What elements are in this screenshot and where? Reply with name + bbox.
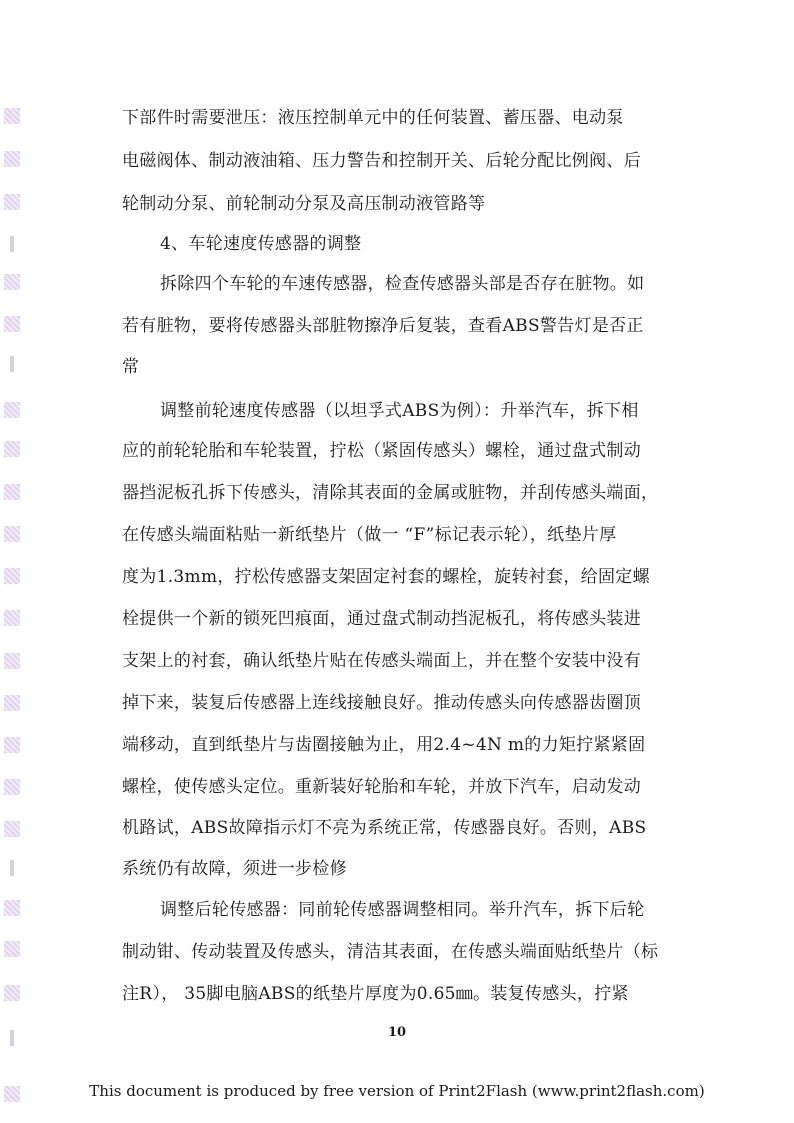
scan-mark: [10, 356, 14, 372]
text-line: 常: [122, 357, 140, 377]
scan-mark: [4, 985, 20, 1001]
scan-mark: [4, 194, 20, 210]
text-line: 制动钳、传动装置及传感头，清洁其表面，在传感头端面贴纸垫片（标: [122, 942, 659, 962]
scan-mark: [4, 610, 20, 626]
scan-mark: [4, 108, 20, 124]
scan-mark: [4, 737, 20, 753]
text-line: 在传感头端面粘贴一新纸垫片（做一 “F”标记表示轮），纸垫片厚: [122, 525, 617, 545]
text-line: 电磁阀体、制动液油箱、压力警告和控制开关、后轮分配比例阀、后: [122, 151, 641, 171]
text-line: 机路试，ABS故障指示灯不亮为系统正常，传感器良好。否则，ABS: [122, 818, 647, 838]
text-line: 注R）， 35脚电脑ABS的纸垫片厚度为0.65㎜。装复传感头，拧紧: [122, 984, 629, 1004]
text-line: 度为1.3mm，拧松传感器支架固定衬套的螺栓，旋转衬套，给固定螺: [122, 567, 650, 587]
text-line: 应的前轮轮胎和车轮装置，拧松（紧固传感头）螺栓，通过盘式制动: [122, 441, 641, 461]
scan-mark: [4, 821, 20, 837]
scan-mark: [4, 695, 20, 711]
scan-mark: [4, 653, 20, 669]
text-line: 螺栓，使传感头定位。重新装好轮胎和车轮，并放下汽车，启动发动: [122, 777, 641, 797]
section-heading: 4、车轮速度传感器的调整: [160, 234, 362, 254]
scan-mark: [4, 274, 20, 290]
scan-mark: [4, 941, 20, 957]
scan-mark: [4, 526, 20, 542]
scan-mark: [4, 316, 20, 332]
text-line: 系统仍有故障，须进一步检修: [122, 859, 347, 879]
scan-mark: [10, 236, 14, 252]
text-line: 栓提供一个新的锁死凹痕面，通过盘式制动挡泥板孔，将传感头装进: [122, 609, 641, 629]
scan-mark: [4, 484, 20, 500]
footer-watermark: This document is produced by free version of Print2Flash (www.print2flash.com): [89, 1082, 705, 1100]
scan-mark: [4, 441, 20, 457]
scan-mark: [4, 568, 20, 584]
text-line: 拆除四个车轮的车速传感器，检查传感器头部是否存在脏物。如: [160, 274, 645, 294]
scan-mark: [4, 900, 20, 916]
scan-mark: [4, 779, 20, 795]
text-line: 器挡泥板孔拆下传感头，清除其表面的金属或脏物，并刮传感头端面，: [122, 483, 659, 503]
text-line: 支架上的衬套，确认纸垫片贴在传感头端面上，并在整个安装中没有: [122, 651, 641, 671]
margin-scan-marks: [4, 0, 22, 1123]
text-line: 调整后轮传感器：同前轮传感器调整相同。举升汽车，拆下后轮: [160, 900, 645, 920]
page-number: 10: [387, 1025, 407, 1040]
scan-mark: [4, 402, 20, 418]
text-line: 若有脏物，要将传感器头部脏物擦净后复装，查看ABS警告灯是否正: [122, 316, 644, 336]
text-line: 调整前轮速度传感器（以坦孚式ABS为例）：升举汽车，拆下相: [160, 401, 639, 421]
scan-mark: [10, 860, 14, 876]
text-line: 掉下来，装复后传感器上连线接触良好。推动传感头向传感器齿圈顶: [122, 693, 641, 713]
text-line: 端移动，直到纸垫片与齿圈接触为止，用2.4~4N m的力矩拧紧紧固: [122, 735, 646, 755]
text-line: 轮制动分泵、前轮制动分泵及高压制动液管路等: [122, 194, 486, 214]
text-line: 下部件时需要泄压：液压控制单元中的任何装置、蓄压器、电动泵: [122, 108, 624, 128]
scan-mark: [4, 151, 20, 167]
